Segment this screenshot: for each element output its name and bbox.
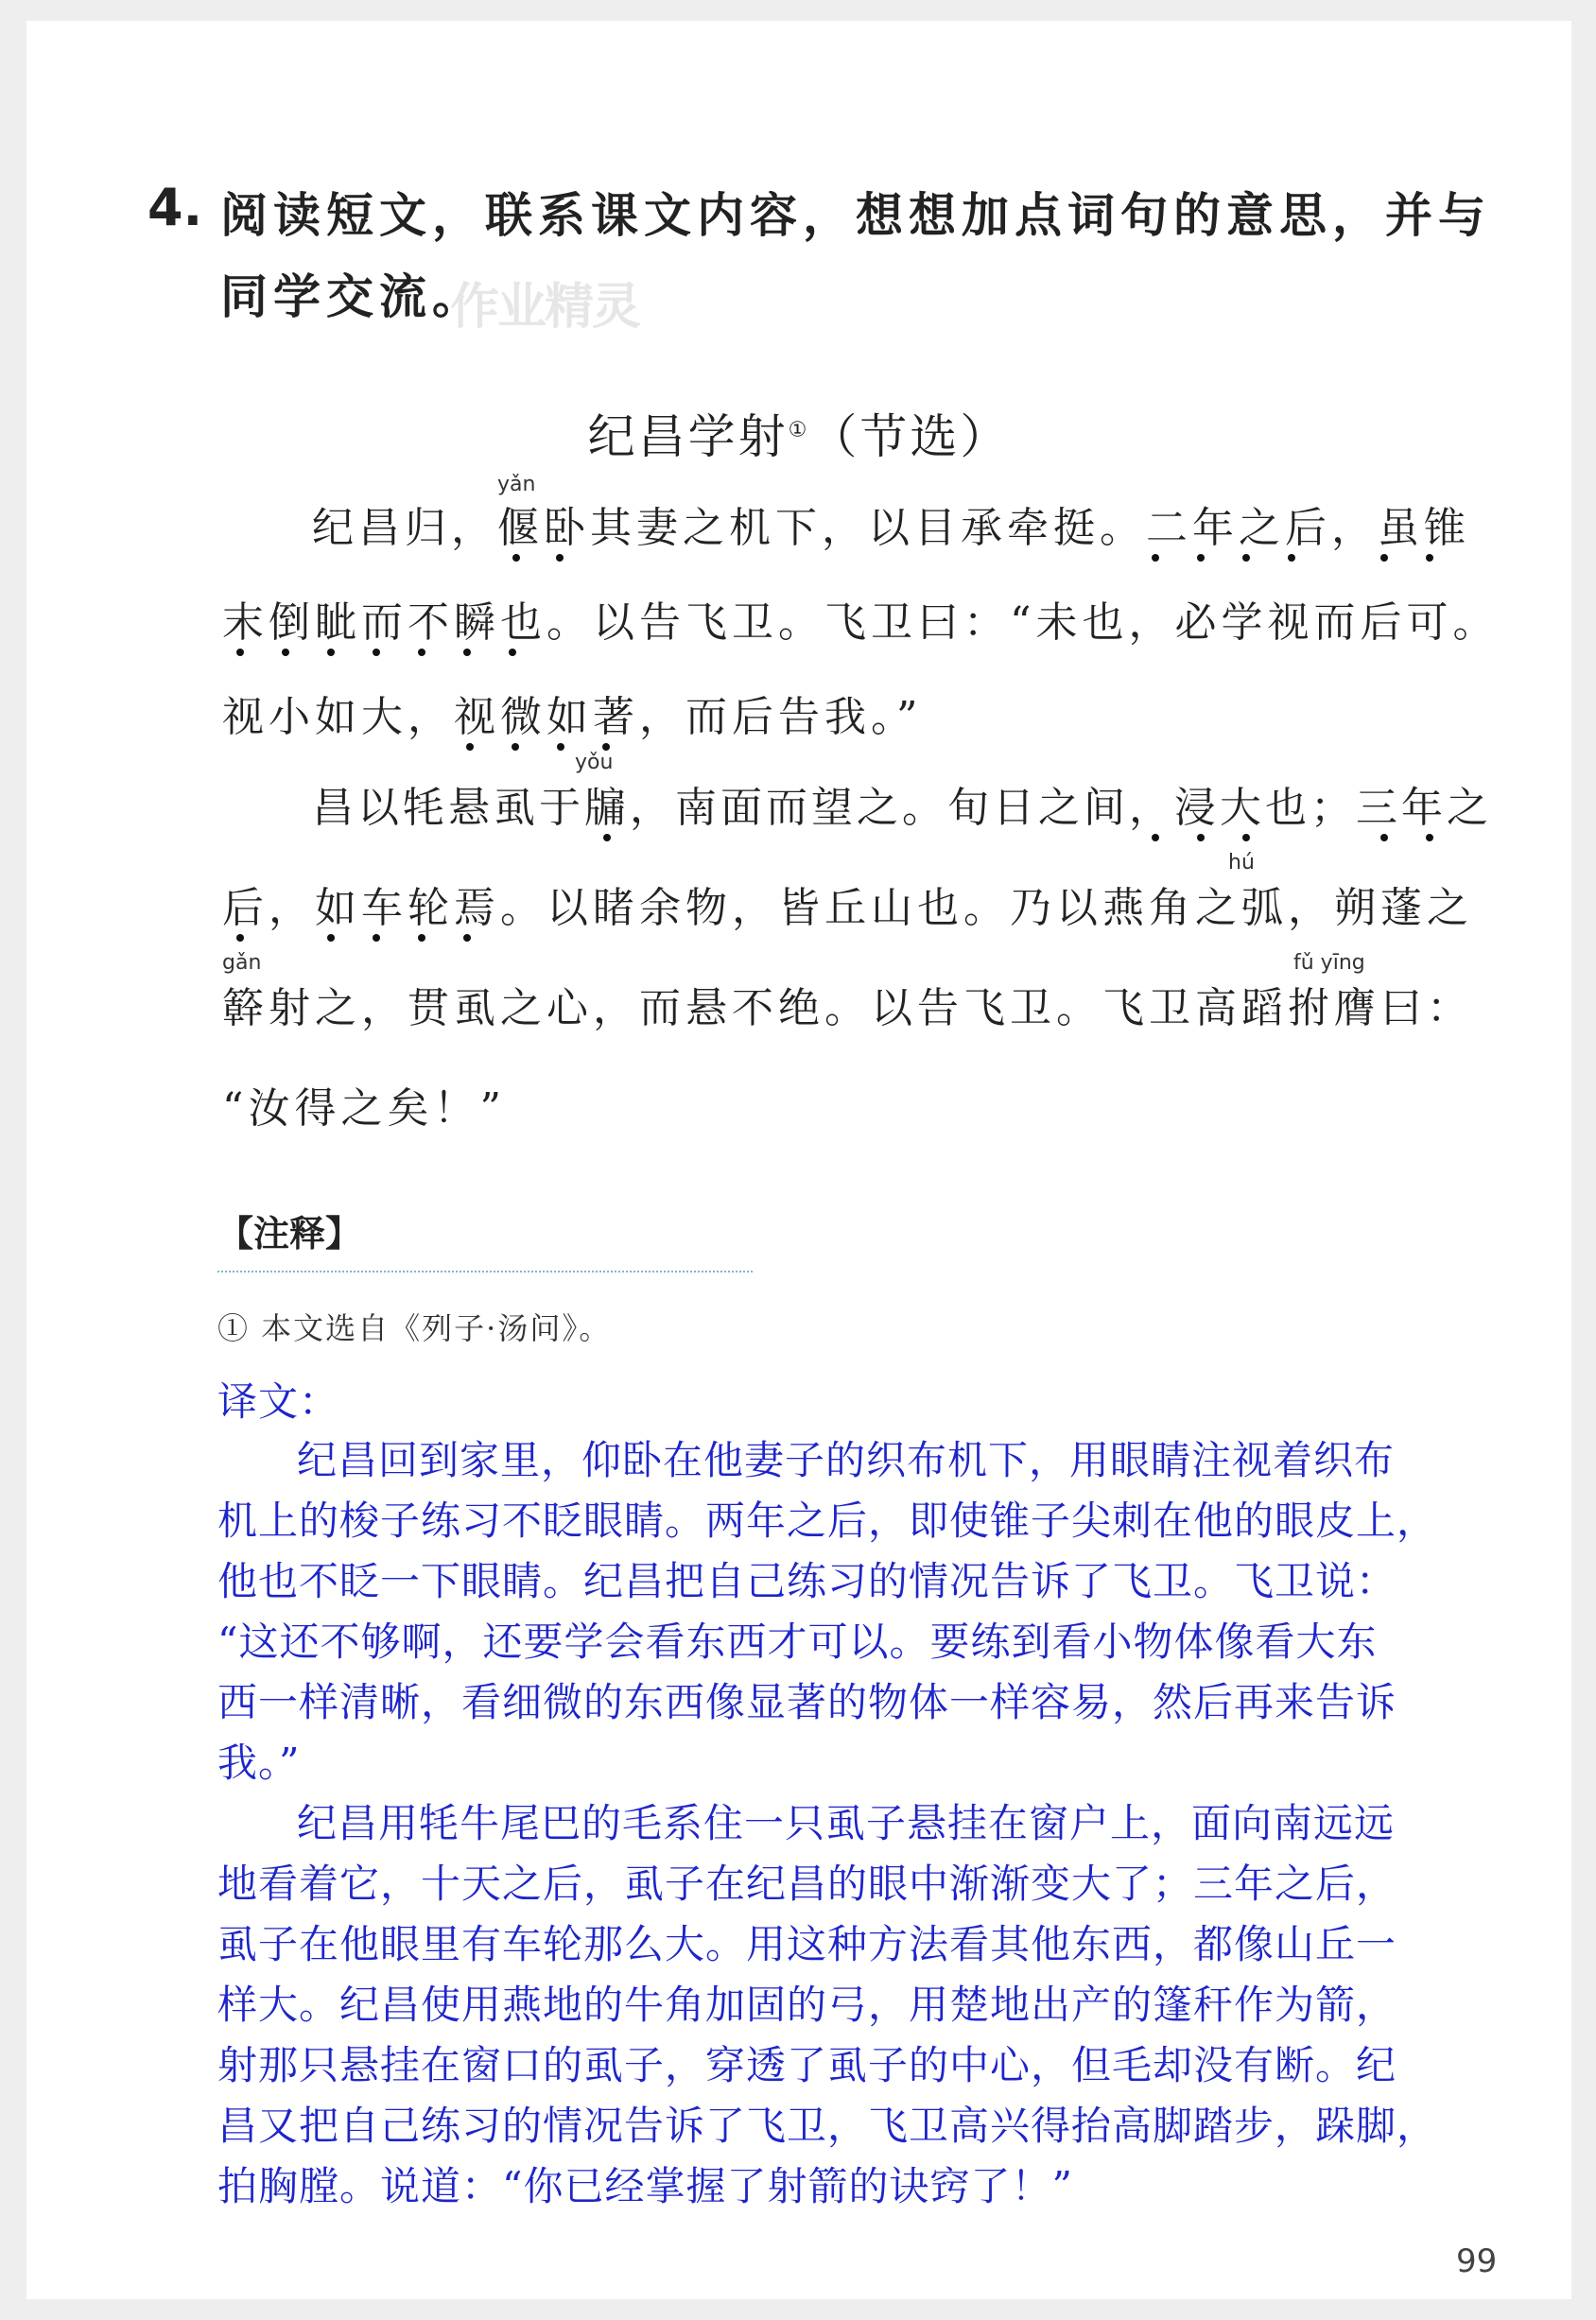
- emphasis-dot: [509, 649, 516, 656]
- translation-line: 虱子在他眼里有车轮那么大。用这种方法看其他东西，都像山丘一: [217, 1921, 1397, 1967]
- translation-line: 射那只悬挂在窗口的虱子，穿透了虱子的中心，但毛却没有断。纪: [217, 2042, 1397, 2088]
- translation-line: 西一样清晰，看细微的东西像显著的物体一样容易，然后再来告诉: [217, 1679, 1397, 1725]
- emphasis-dot: [466, 743, 474, 751]
- passage-title-text: 纪昌学射: [587, 409, 789, 464]
- emphasis-dot: [1242, 554, 1250, 562]
- pinyin-annotation: fǔ yīng: [1293, 951, 1365, 975]
- emphasis-dot: [373, 649, 380, 656]
- emphasis-dot: [282, 649, 289, 656]
- emphasis-dot: [1197, 834, 1205, 841]
- translation-line: “这还不够啊，还要学会看东西才可以。要练到看小物体像看大东: [217, 1619, 1378, 1665]
- emphasis-dot: [512, 554, 520, 562]
- emphasis-dot: [1288, 554, 1295, 562]
- page-number: 99: [1456, 2242, 1498, 2280]
- pinyin-annotation: yǒu: [575, 751, 614, 774]
- emphasis-dot: [327, 649, 335, 656]
- translation-line: 机上的梭子练习不眨眼睛。两年之后，即使锥子尖刺在他的眼皮上，: [217, 1498, 1438, 1544]
- emphasis-dot: [1152, 834, 1159, 841]
- notes-divider: [217, 1271, 753, 1273]
- passage-line: “汝得之矣！”: [222, 1084, 506, 1133]
- note-item: ① 本文选自《列子·汤问》。: [217, 1310, 612, 1346]
- emphasis-dot: [1380, 834, 1388, 841]
- translation-line: 纪昌用牦牛尾巴的毛系住一只虱子悬挂在窗户上，面向南远远: [297, 1800, 1396, 1846]
- emphasis-dot: [463, 934, 471, 942]
- translation-label: 译文：: [217, 1378, 340, 1425]
- passage-title: [26, 399, 1571, 467]
- translation-line: 我。”: [217, 1740, 301, 1786]
- emphasis-dot: [236, 934, 244, 942]
- emphasis-dot: [1152, 554, 1159, 562]
- emphasis-dot: [512, 743, 519, 751]
- emphasis-dot: [1197, 554, 1205, 562]
- emphasis-dot: [463, 649, 471, 656]
- textbook-page: [26, 21, 1571, 2299]
- emphasis-dot: [1380, 554, 1388, 562]
- emphasis-dot: [603, 834, 611, 841]
- emphasis-dot: [1242, 834, 1250, 841]
- passage-line: 末倒眦而不瞬也。以告飞卫。飞卫曰：“未也，必学视而后可。: [222, 598, 1500, 647]
- passage-line: 视小如大，视微如著，而后告我。”: [222, 693, 923, 741]
- watermark: 作业精灵: [450, 279, 640, 336]
- notes-heading: 【注释】: [217, 1213, 362, 1255]
- emphasis-dot: [327, 934, 335, 942]
- question-text-line-1: 阅读短文，联系课文内容，想想加点词句的意思，并与: [220, 188, 1491, 243]
- passage-line: 簳射之，贯虱之心，而悬不绝。以告飞卫。飞卫高蹈拊膺曰：: [222, 984, 1473, 1032]
- emphasis-dot: [236, 649, 244, 656]
- translation-line: 样大。纪昌使用燕地的牛角加固的弓，用楚地出产的篷秆作为箭，: [217, 1982, 1397, 2028]
- translation-line: 昌又把自己练习的情况告诉了飞卫，飞卫高兴得抬高脚踏步，跺脚，: [217, 2103, 1438, 2149]
- emphasis-dot: [418, 649, 425, 656]
- footnote-marker: ①: [788, 418, 810, 442]
- emphasis-dot: [1426, 554, 1433, 562]
- pinyin-annotation: gǎn: [222, 951, 262, 975]
- emphasis-dot: [373, 934, 380, 942]
- emphasis-dot: [557, 743, 564, 751]
- pinyin-annotation: hú: [1228, 851, 1255, 874]
- passage-line: 后，如车轮焉。以睹余物，皆丘山也。乃以燕角之弧，朔蓬之: [222, 884, 1473, 932]
- passage-title-suffix: （节选）: [809, 409, 1011, 464]
- question-number: 4.: [147, 178, 203, 237]
- question-text-line-2: 同学交流。: [220, 269, 485, 324]
- translation-line: 纪昌回到家里，仰卧在他妻子的织布机下，用眼睛注视着织布: [297, 1437, 1396, 1483]
- passage-line: 昌以牦悬虱于牖，南面而望之。旬日之间，浸大也；三年之: [312, 784, 1492, 832]
- emphasis-dot: [1426, 834, 1433, 841]
- translation-line: 地看着它，十天之后，虱子在纪昌的眼中渐渐变大了；三年之后，: [217, 1861, 1397, 1907]
- emphasis-dot: [602, 743, 610, 751]
- emphasis-dot: [418, 934, 425, 942]
- translation-line: 拍胸膛。说道：“你已经掌握了射箭的诀窍了！”: [217, 2163, 1073, 2209]
- emphasis-dot: [556, 554, 564, 562]
- pinyin-annotation: yǎn: [497, 473, 536, 496]
- passage-line: 纪昌归，偃卧其妻之机下，以目承牵挺。二年之后，虽锥: [312, 504, 1470, 552]
- translation-line: 他也不眨一下眼睛。纪昌把自己练习的情况告诉了飞卫。飞卫说：: [217, 1558, 1397, 1604]
